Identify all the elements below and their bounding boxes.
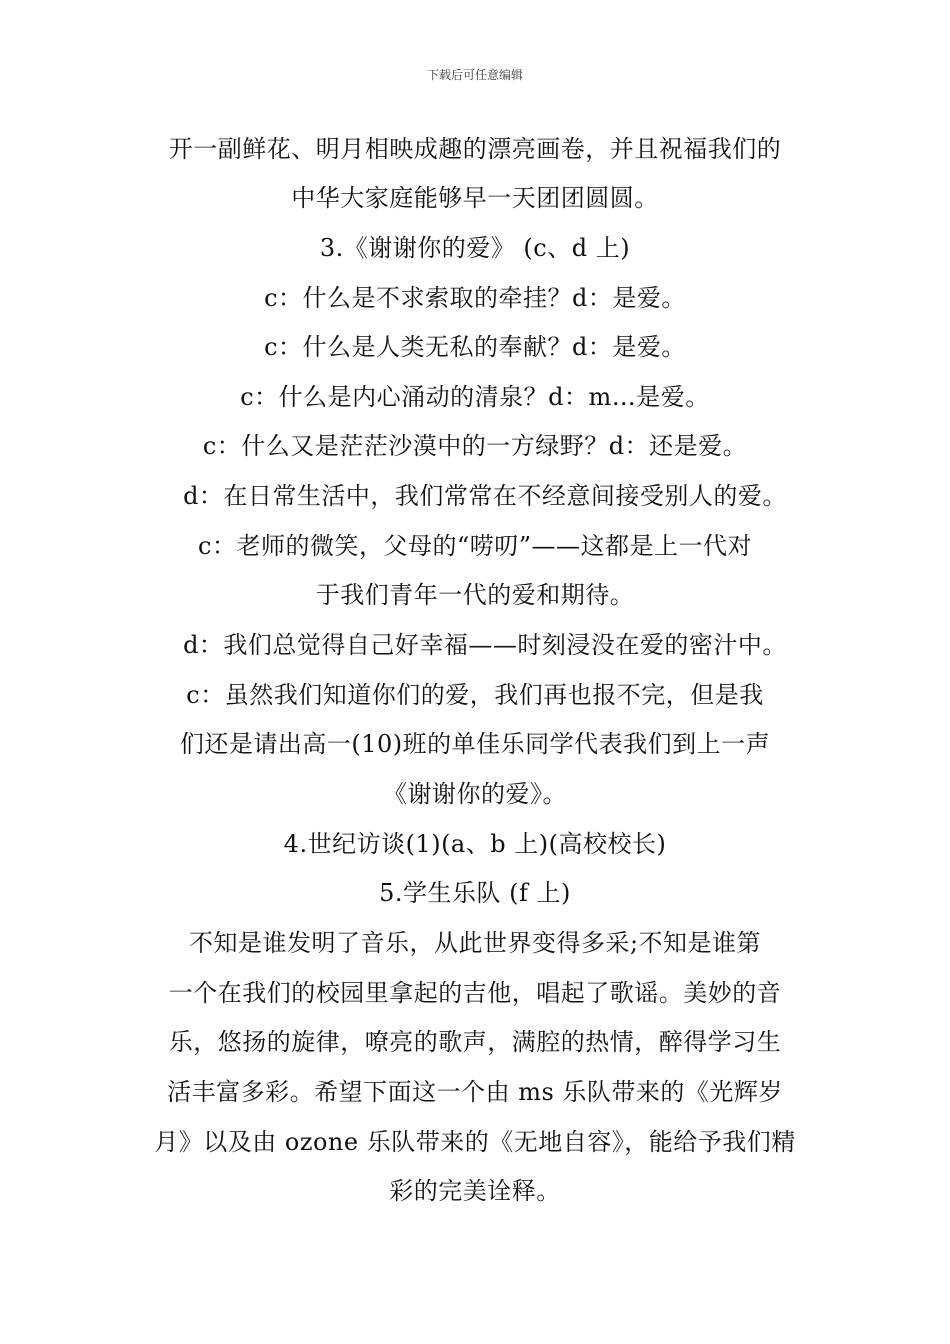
text-line: 乐，悠扬的旋律，嘹亮的歌声，满腔的热情，醉得学习生	[168, 1028, 782, 1056]
text-line: d：在日常生活中，我们常常在不经意间接受别人的爱。	[183, 482, 787, 510]
text-line: c：什么是人类无私的奉献？d：是爱。	[264, 333, 686, 361]
section-heading: 5.学生乐队 (f 上)	[379, 879, 571, 907]
text-line: c：老师的微笑，父母的“唠叨”——这都是上一代对	[198, 532, 752, 560]
section-heading: 3.《谢谢你的爱》 (c、d 上)	[319, 234, 631, 262]
page-header: 下载后可任意编辑	[426, 68, 523, 82]
text-line: 彩的完美诠释。	[389, 1177, 561, 1205]
text-line: c：什么是内心涌动的清泉？d：m…是爱。	[240, 383, 710, 411]
text-line: d：我们总觉得自己好幸福——时刻浸没在爱的密汁中。	[183, 631, 787, 659]
text-line: c：什么是不求索取的牵挂？d：是爱。	[264, 284, 686, 312]
text-line: 一个在我们的校园里拿起的吉他，唱起了歌谣。美妙的音	[168, 979, 782, 1007]
text-line: 活丰富多彩。希望下面这一个由 ms 乐队带来的《光辉岁	[167, 1078, 783, 1106]
text-line: c：什么又是茫茫沙漠中的一方绿野？d：还是爱。	[202, 432, 748, 460]
text-line: 于我们青年一代的爱和期待。	[315, 581, 635, 609]
text-line: 不知是谁发明了音乐，从此世界变得多采;不知是谁第	[188, 929, 762, 957]
text-line: 月》以及由 ozone 乐队带来的《无地自容》，能给予我们精	[154, 1128, 796, 1156]
text-line: 《谢谢你的爱》。	[383, 780, 567, 808]
text-line: 开一副鲜花、明月相映成趣的漂亮画卷，并且祝福我们的	[168, 135, 782, 163]
text-line: 们还是请出高一(10)班的单佳乐同学代表我们到上一声	[179, 730, 771, 758]
section-heading: 4.世纪访谈(1)(a、b 上)(高校校长)	[283, 830, 667, 858]
text-line: c：虽然我们知道你们的爱，我们再也报不完，但是我	[186, 681, 764, 709]
text-line: 中华大家庭能够早一天团团圆圆。	[291, 184, 659, 212]
